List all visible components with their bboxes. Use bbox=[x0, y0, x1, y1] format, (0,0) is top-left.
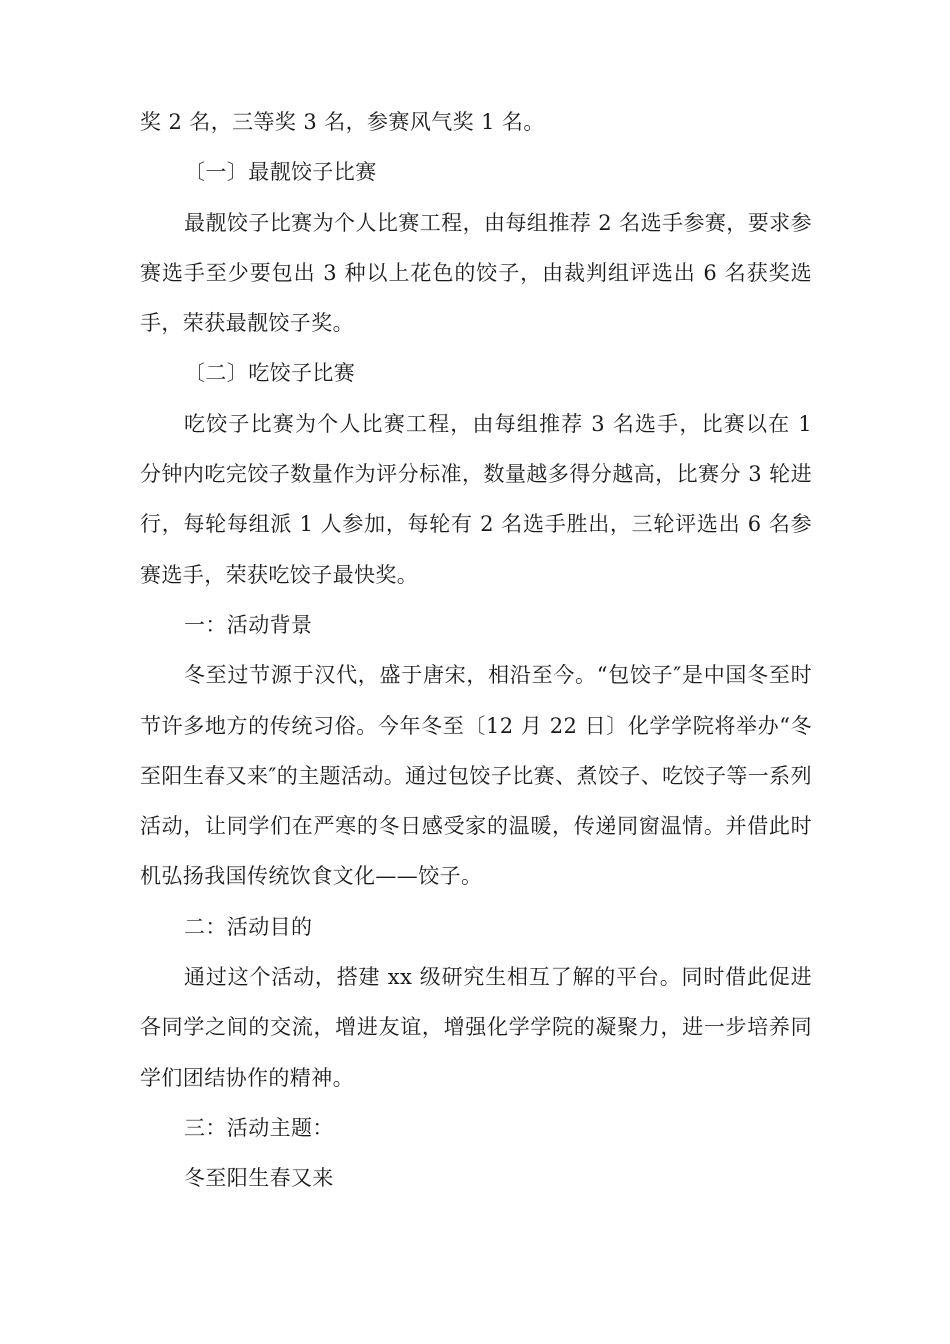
heading-theme: 三：活动主题： bbox=[184, 1115, 334, 1140]
paragraph-prize-continuation: 奖 2 名，三等奖 3 名，参赛风气奖 1 名。 bbox=[140, 110, 545, 134]
heading-purpose: 二：活动目的 bbox=[184, 914, 313, 939]
paragraph-prettiest-dumpling-rules: 最靓饺子比赛为个人比赛工程，由每组推荐 2 名选手参赛，要求参赛选手至少要包出 3 种以上花色的饺子，由裁判组评选出 6 名获奖选手，荣获最靓饺子奖。 bbox=[140, 210, 812, 336]
paragraph-eating-contest-rules: 吃饺子比赛为个人比赛工程，由每组推荐 3 名选手，比赛以在 1 分钟内吃完饺子数量作为评分标准，数量越多得分越高，比赛分 3 轮进行，每轮每组派 1 人参加，每轮有 2 名选手胜出，三轮评选出 6 名参赛选手，荣获吃饺子最快奖。 bbox=[140, 411, 812, 587]
paragraph-theme: 冬至阳生春又来 bbox=[184, 1166, 334, 1191]
heading-background: 一：活动背景 bbox=[184, 612, 313, 637]
paragraph-purpose: 通过这个活动，搭建 xx 级研究生相互了解的平台。同时借此促进各同学之间的交流，增进友谊，增强化学学院的凝聚力，进一步培养同学们团结协作的精神。 bbox=[140, 965, 812, 1090]
paragraph-background: 冬至过节源于汉代，盛于唐宋，相沿至今。“包饺子″是中国冬至时节许多地方的传统习俗。今年冬至〔12 月 22 日〕化学学院将举办“冬至阳生春又来″的主题活动。通过包饺子比赛、煮饺子、吃饺子等一系列活动，让同学们在严寒的冬日感受家的温暖，传递同窗温情。并借此时机弘扬我国传统饮食文化——饺子。 bbox=[140, 663, 812, 889]
heading-eating-contest: 〔二〕吃饺子比赛 bbox=[184, 361, 356, 386]
heading-prettiest-dumpling-contest: 〔一〕最靓饺子比赛 bbox=[184, 160, 377, 185]
body-text bbox=[140, 97, 812, 1204]
